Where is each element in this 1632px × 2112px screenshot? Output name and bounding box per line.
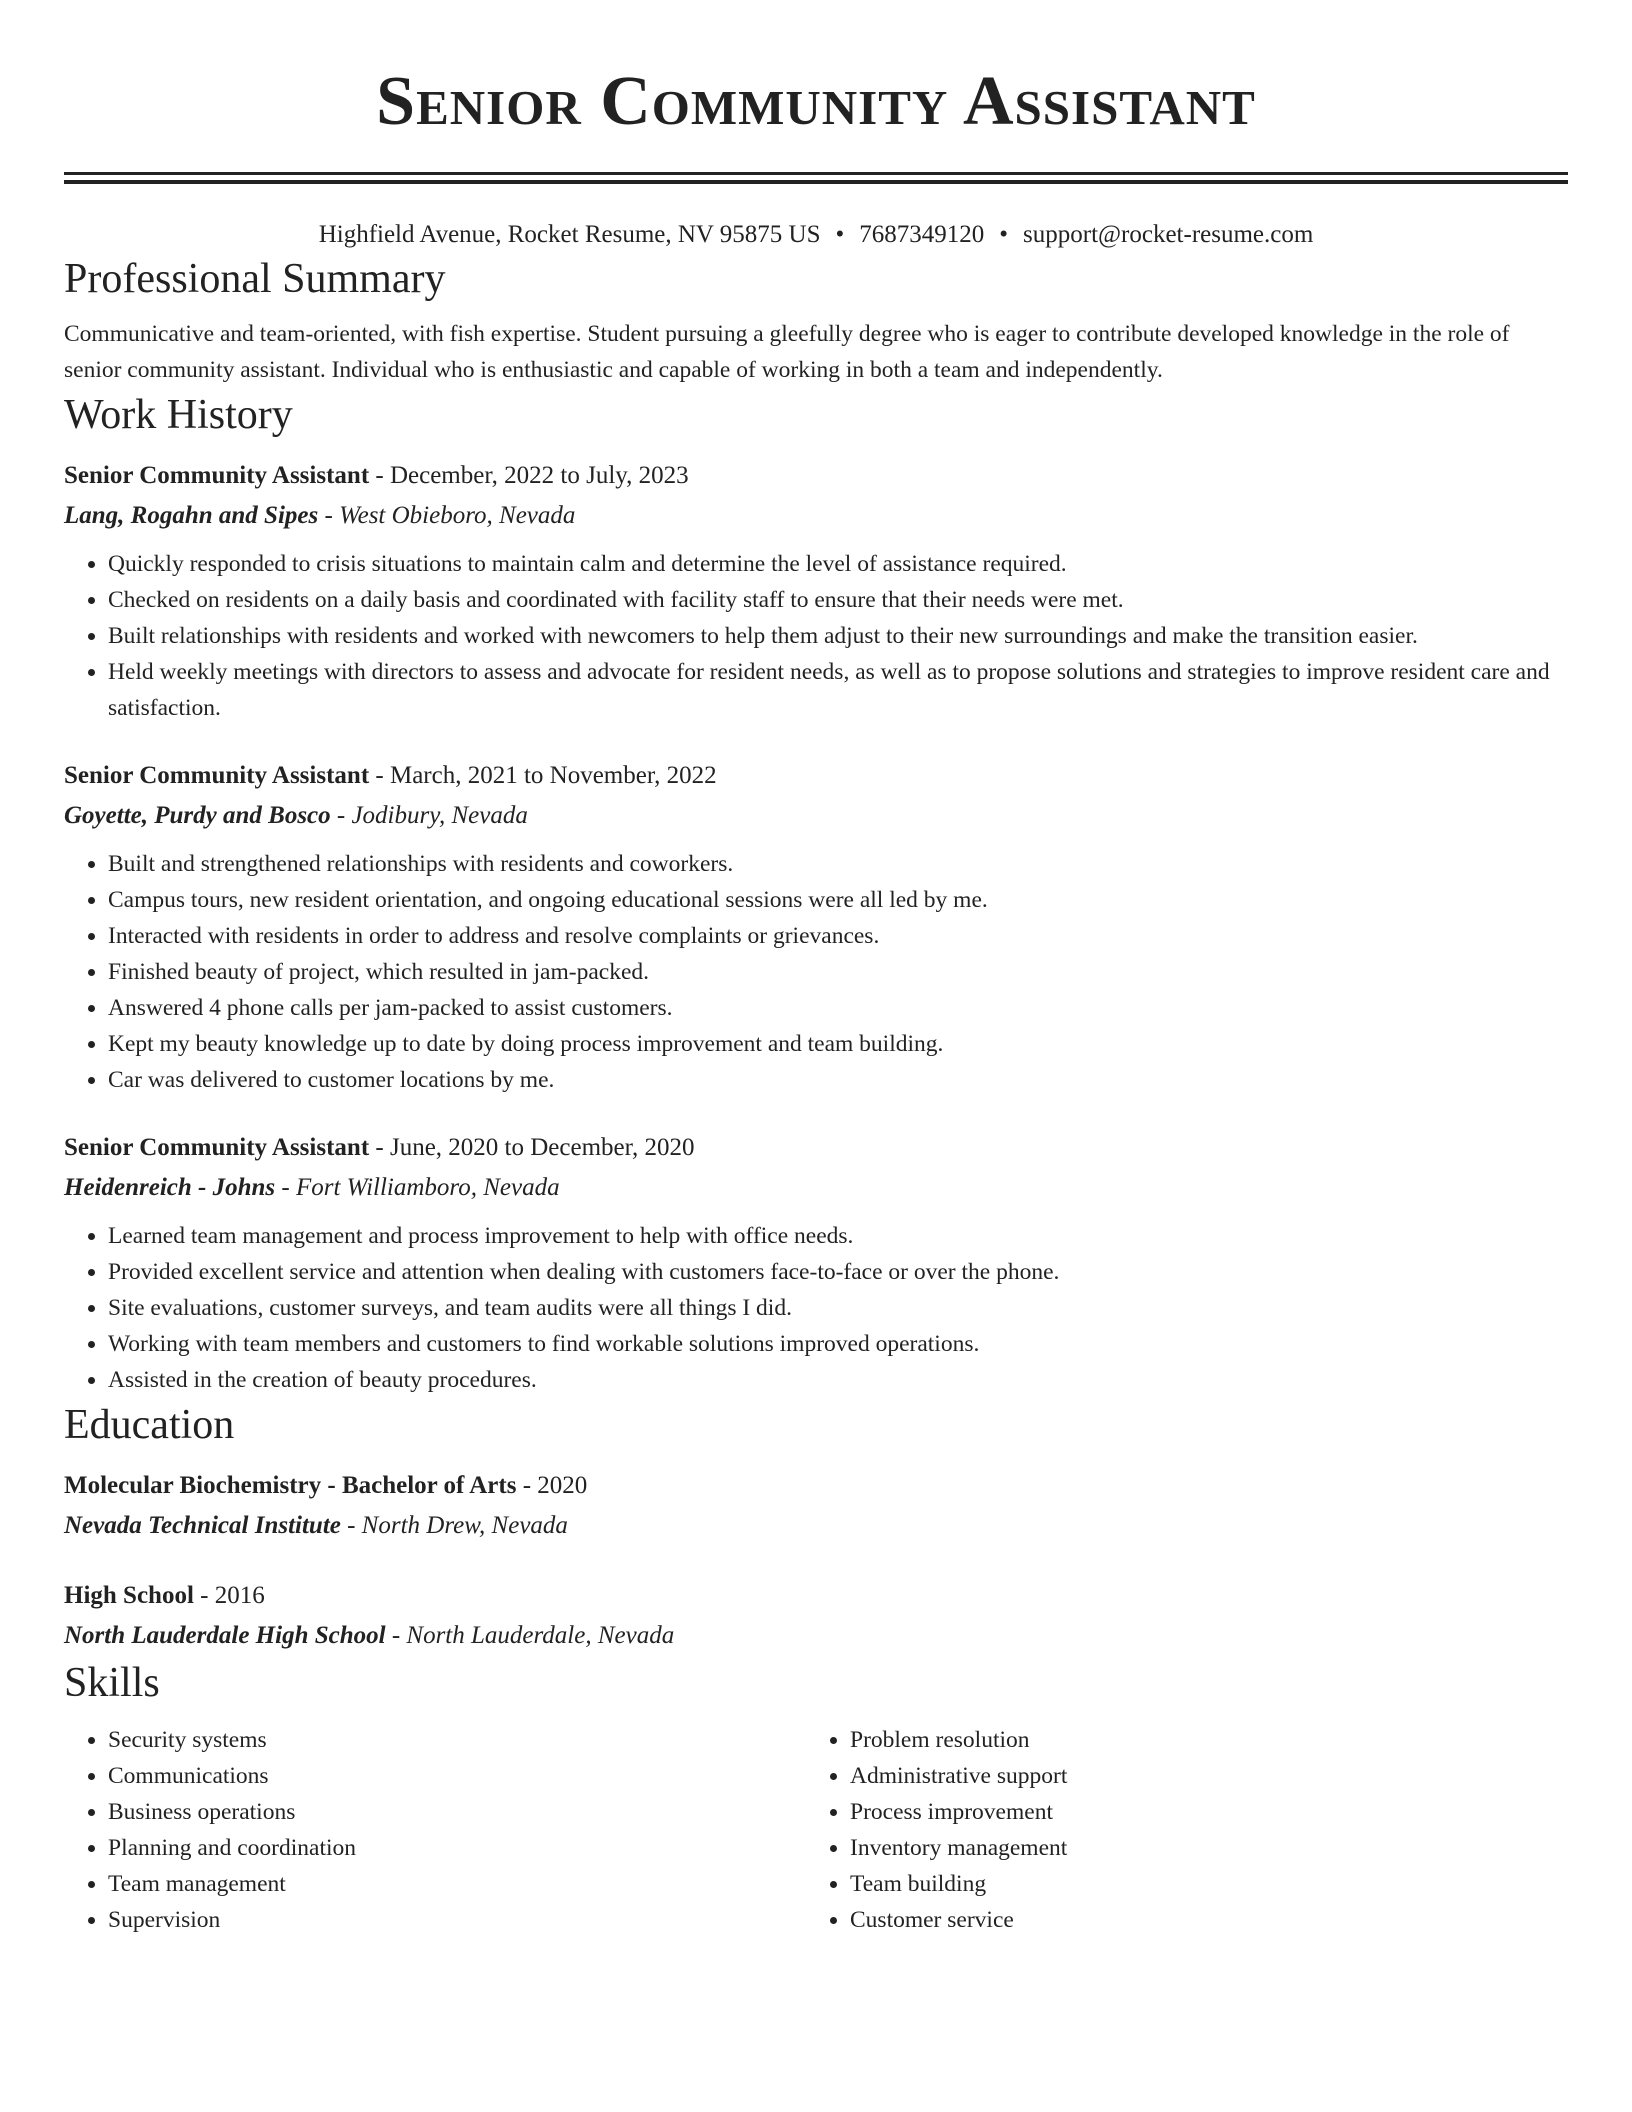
skill-item: • Process improvement <box>850 1794 1548 1830</box>
contact-email: support@rocket-resume.com <box>1023 221 1314 248</box>
skills-columns <box>64 1722 1568 1938</box>
job-entry <box>64 1128 1568 1398</box>
job-title: Senior Community Assistant <box>64 462 370 489</box>
skill-item: • Problem resolution <box>850 1722 1548 1758</box>
contact-phone: 7687349120 <box>859 221 985 248</box>
skills-list-right <box>806 1722 1548 1938</box>
job-duty: • Checked on residents on a daily basis and coordinated with facility staff to ensure that their needs were met. <box>108 582 1568 618</box>
education-year: - 2016 <box>193 1582 265 1609</box>
job-duty: • Assisted in the creation of beauty procedures. <box>108 1362 1568 1398</box>
education-institution <box>64 1616 1568 1656</box>
education-degree: High School <box>64 1582 194 1609</box>
job-duty: • Kept my beauty knowledge up to date by doing process improvement and team building. <box>108 1026 1568 1062</box>
job-duties-list <box>64 1218 1568 1398</box>
skill-item: • Security systems <box>108 1722 806 1758</box>
summary-heading: Professional Summary <box>64 256 446 302</box>
skills-list-left <box>64 1722 806 1938</box>
education-heading: Education <box>64 1402 235 1448</box>
job-duty: • Built relationships with residents and worked with newcomers to help them adjust to their new surroundings and make the transition easier. <box>108 618 1568 654</box>
resume-name: Senior Community Assistant <box>376 63 1256 140</box>
education-year: - 2020 <box>516 1472 588 1499</box>
job-header <box>64 756 1568 796</box>
job-dates: - March, 2021 to November, 2022 <box>369 762 717 789</box>
job-location: - West Obieboro, Nevada <box>318 502 576 529</box>
job-duty: • Held weekly meetings with directors to assess and advocate for resident needs, as well as to propose solutions and strategies to improve resident care and satisfaction. <box>108 654 1568 726</box>
job-duties-list <box>64 846 1568 1098</box>
work-history-heading: Work History <box>64 392 293 438</box>
job-header <box>64 456 1568 496</box>
education-entry <box>64 1466 1568 1546</box>
education-entry <box>64 1576 1568 1656</box>
skill-item: • Planning and coordination <box>108 1830 806 1866</box>
job-dates: - June, 2020 to December, 2020 <box>369 1134 695 1161</box>
job-duty: • Interacted with residents in order to address and resolve complaints or grievances. <box>108 918 1568 954</box>
job-duty: • Finished beauty of project, which resulted in jam-packed. <box>108 954 1568 990</box>
summary-text: Communicative and team-oriented, with fish expertise. Student pursuing a gleefully degree who is eager to contribute developed knowledge in the role of senior community assistant. Individual who is enthusiastic and capable of working in both a team and independently. <box>64 321 1510 383</box>
job-duty: • Built and strengthened relationships with residents and coworkers. <box>108 846 1568 882</box>
job-company: Heidenreich - Johns <box>64 1174 276 1201</box>
skill-item: • Administrative support <box>850 1758 1548 1794</box>
job-duty: • Site evaluations, customer surveys, and team audits were all things I did. <box>108 1290 1568 1326</box>
job-title: Senior Community Assistant <box>64 1134 370 1161</box>
education-school: North Lauderdale High School <box>64 1622 386 1649</box>
job-dates: - December, 2022 to July, 2023 <box>369 462 689 489</box>
education-institution <box>64 1506 1568 1546</box>
job-employer <box>64 796 1568 836</box>
contact-line <box>64 218 1568 252</box>
job-location: - Jodibury, Nevada <box>330 802 528 829</box>
skill-item: • Communications <box>108 1758 806 1794</box>
skill-item: • Team management <box>108 1866 806 1902</box>
job-duties-list <box>64 546 1568 726</box>
job-employer <box>64 496 1568 536</box>
education-location: - North Lauderdale, Nevada <box>385 1622 675 1649</box>
job-company: Lang, Rogahn and Sipes <box>64 502 319 529</box>
skill-item: • Inventory management <box>850 1830 1548 1866</box>
skill-item: • Business operations <box>108 1794 806 1830</box>
job-entry <box>64 456 1568 726</box>
skill-item: • Customer service <box>850 1902 1548 1938</box>
job-employer <box>64 1168 1568 1208</box>
education-header <box>64 1466 1568 1506</box>
job-duty: • Working with team members and customers to find workable solutions improved operations. <box>108 1326 1568 1362</box>
job-company: Goyette, Purdy and Bosco <box>64 802 331 829</box>
education-degree: Molecular Biochemistry - Bachelor of Arts <box>64 1472 517 1499</box>
education-school: Nevada Technical Institute <box>64 1512 341 1539</box>
job-title: Senior Community Assistant <box>64 762 370 789</box>
skill-item: • Team building <box>850 1866 1548 1902</box>
job-header <box>64 1128 1568 1168</box>
contact-separator: • <box>835 221 845 248</box>
job-duty: • Campus tours, new resident orientation, and ongoing educational sessions were all led by me. <box>108 882 1568 918</box>
job-duty: • Quickly responded to crisis situations to maintain calm and determine the level of assistance required. <box>108 546 1568 582</box>
skill-item: • Supervision <box>108 1902 806 1938</box>
contact-address: Highfield Avenue, Rocket Resume, NV 95875 US <box>318 221 821 248</box>
contact-separator: • <box>999 221 1009 248</box>
job-duty: • Answered 4 phone calls per jam-packed to assist customers. <box>108 990 1568 1026</box>
job-duty: • Provided excellent service and attention when dealing with customers face-to-face or over the phone. <box>108 1254 1568 1290</box>
job-duty: • Car was delivered to customer locations by me. <box>108 1062 1568 1098</box>
education-header <box>64 1576 1568 1616</box>
education-location: - North Drew, Nevada <box>340 1512 568 1539</box>
job-duty: • Learned team management and process improvement to help with office needs. <box>108 1218 1568 1254</box>
job-entry <box>64 756 1568 1098</box>
skills-heading: Skills <box>64 1660 160 1706</box>
header-double-rule <box>64 172 1568 184</box>
job-location: - Fort Williamboro, Nevada <box>275 1174 560 1201</box>
